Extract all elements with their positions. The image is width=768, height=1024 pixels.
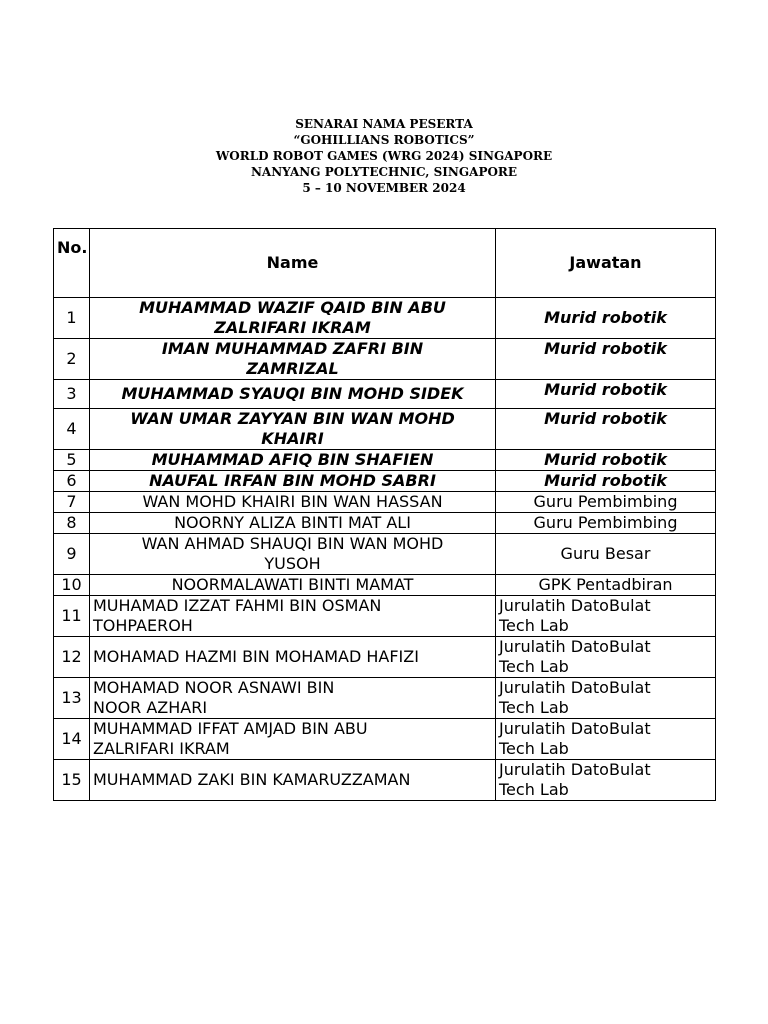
role-line: Murid robotik — [544, 308, 667, 327]
name-line: KHAIRI — [261, 429, 324, 448]
participant-role — [496, 678, 716, 719]
participant-name — [90, 450, 496, 471]
participant-table — [53, 228, 716, 801]
name-line: MUHAMMAD SYAUQI BIN MOHD SIDEK — [121, 384, 464, 403]
participant-role — [496, 760, 716, 801]
participant-role — [496, 409, 716, 450]
name-line: ZAMRIZAL — [246, 359, 339, 378]
role-line: Murid robotik — [544, 471, 667, 490]
header-event: WORLD ROBOT GAMES (WRG 2024) SINGAPORE — [215, 149, 553, 163]
participant-role — [496, 492, 716, 513]
participant-role — [496, 471, 716, 492]
name-line: WAN MOHD KHAIRI BIN WAN HASSAN — [142, 492, 443, 511]
name-line: WAN AHMAD SHAUQI BIN WAN MOHD — [141, 534, 444, 553]
header-dates: 5 – 10 NOVEMBER 2024 — [302, 181, 466, 195]
participant-name — [90, 760, 496, 801]
role-line: Jurulatih DatoBulat — [499, 760, 651, 779]
name-line: TOHPAEROH — [93, 616, 193, 635]
participant-role — [496, 380, 716, 409]
table-row — [54, 450, 716, 471]
role-line: Jurulatih DatoBulat — [499, 719, 651, 738]
name-line: NOORMALAWATI BINTI MAMAT — [171, 575, 414, 594]
name-line: MOHAMAD HAZMI BIN MOHAMAD HAFIZI — [93, 647, 419, 666]
role-line: Guru Pembimbing — [533, 513, 678, 532]
role-line: Jurulatih DatoBulat — [499, 637, 651, 656]
participant-role — [496, 534, 716, 575]
header-team: “GOHILLIANS ROBOTICS” — [293, 133, 475, 147]
row-number: 2 — [54, 339, 90, 380]
role-line: Guru Besar — [560, 544, 651, 563]
table-row — [54, 575, 716, 596]
participant-name — [90, 471, 496, 492]
participant-name — [90, 678, 496, 719]
row-number: 3 — [54, 380, 90, 409]
name-line: IMAN MUHAMMAD ZAFRI BIN — [161, 339, 424, 358]
role-line: Guru Pembimbing — [533, 492, 678, 511]
participant-role — [496, 513, 716, 534]
participant-name — [90, 492, 496, 513]
header-title: SENARAI NAMA PESERTA — [295, 117, 473, 131]
participant-role — [496, 298, 716, 339]
participant-role — [496, 575, 716, 596]
role-line: GPK Pentadbiran — [538, 575, 673, 594]
table-row — [54, 719, 716, 760]
column-header-name: Name — [90, 229, 496, 298]
name-line: NAUFAL IRFAN BIN MOHD SABRI — [149, 471, 436, 490]
role-line: Murid robotik — [544, 450, 667, 469]
name-line: MUHAMMAD AFIQ BIN SHAFIEN — [151, 450, 434, 469]
participant-name — [90, 596, 496, 637]
table-row — [54, 637, 716, 678]
participant-role — [496, 637, 716, 678]
name-line: ZALRIFARI IKRAM — [214, 318, 371, 337]
row-number: 8 — [54, 513, 90, 534]
participant-name — [90, 298, 496, 339]
name-line: WAN UMAR ZAYYAN BIN WAN MOHD — [130, 409, 455, 428]
participant-name — [90, 719, 496, 760]
row-number: 11 — [54, 596, 90, 637]
participant-role — [496, 719, 716, 760]
table-row — [54, 471, 716, 492]
table-row — [54, 380, 716, 409]
row-number: 14 — [54, 719, 90, 760]
row-number: 10 — [54, 575, 90, 596]
table-row — [54, 339, 716, 380]
name-line: MUHAMAD IZZAT FAHMI BIN OSMAN — [93, 596, 382, 615]
header-venue: NANYANG POLYTECHNIC, SINGAPORE — [250, 165, 518, 179]
participant-name — [90, 534, 496, 575]
participant-role — [496, 596, 716, 637]
column-header-no: No. — [54, 229, 90, 298]
table-row — [54, 513, 716, 534]
role-line: Murid robotik — [544, 380, 667, 399]
participant-name — [90, 339, 496, 380]
name-line: YUSOH — [264, 554, 321, 573]
table-row — [54, 298, 716, 339]
role-line: Murid robotik — [544, 409, 667, 428]
table-header-row — [54, 229, 716, 298]
participant-role — [496, 450, 716, 471]
row-number: 1 — [54, 298, 90, 339]
role-line: Tech Lab — [499, 780, 569, 799]
role-line: Tech Lab — [499, 616, 569, 635]
row-number: 15 — [54, 760, 90, 801]
role-line: Murid robotik — [544, 339, 667, 358]
row-number: 6 — [54, 471, 90, 492]
document-header — [0, 116, 768, 196]
row-number: 7 — [54, 492, 90, 513]
row-number: 9 — [54, 534, 90, 575]
name-line: MUHAMMAD IFFAT AMJAD BIN ABU — [93, 719, 368, 738]
participant-name — [90, 409, 496, 450]
row-number: 12 — [54, 637, 90, 678]
participant-name — [90, 380, 496, 409]
row-number: 4 — [54, 409, 90, 450]
name-line: MUHAMMAD ZAKI BIN KAMARUZZAMAN — [93, 770, 411, 789]
name-line: MUHAMMAD WAZIF QAID BIN ABU — [139, 298, 446, 317]
row-number: 13 — [54, 678, 90, 719]
participant-name — [90, 513, 496, 534]
name-line: MOHAMAD NOOR ASNAWI BIN — [93, 678, 335, 697]
name-line: NOORNY ALIZA BINTI MAT ALI — [174, 513, 411, 532]
participant-role — [496, 339, 716, 380]
participant-name — [90, 575, 496, 596]
role-line: Tech Lab — [499, 739, 569, 758]
table-row — [54, 492, 716, 513]
role-line: Tech Lab — [499, 657, 569, 676]
role-line: Jurulatih DatoBulat — [499, 678, 651, 697]
column-header-jawatan: Jawatan — [496, 229, 716, 298]
name-line: ZALRIFARI IKRAM — [93, 739, 230, 758]
role-line: Jurulatih DatoBulat — [499, 596, 651, 615]
table-row — [54, 409, 716, 450]
participant-name — [90, 637, 496, 678]
table-row — [54, 760, 716, 801]
table-row — [54, 678, 716, 719]
table-row — [54, 596, 716, 637]
row-number: 5 — [54, 450, 90, 471]
name-line: NOOR AZHARI — [93, 698, 208, 717]
role-line: Tech Lab — [499, 698, 569, 717]
table-row — [54, 534, 716, 575]
